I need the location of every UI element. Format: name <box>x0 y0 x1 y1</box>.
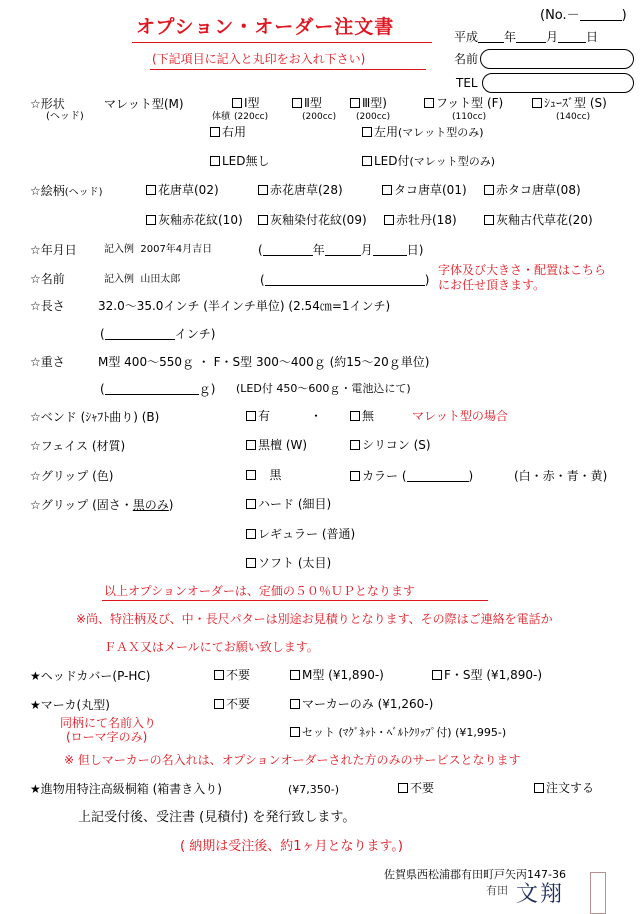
checkbox[interactable] <box>246 529 256 539</box>
checkbox[interactable] <box>362 156 372 166</box>
grip-color-list: (白・赤・青・黄) <box>514 469 608 483</box>
engraving-name-input[interactable]: ( ) <box>260 273 430 287</box>
order-number-label: (No.－ <box>540 8 580 23</box>
shape-option-2[interactable]: Ⅱ型 <box>292 97 322 109</box>
weight-label: ☆重さ <box>30 355 65 369</box>
estimate-note: 上記受付後、受注書 (見積付) を発行致します。 <box>78 810 356 825</box>
era-label: 平成 <box>454 30 479 44</box>
checkbox[interactable] <box>350 98 360 108</box>
engraving-name-blank[interactable] <box>265 273 425 286</box>
box-none[interactable]: 不要 <box>398 782 434 794</box>
shape-sub: (ヘッド) <box>46 111 84 122</box>
length-label: ☆長さ <box>30 299 65 313</box>
box-price: (¥7,350-) <box>288 783 340 796</box>
checkbox[interactable] <box>292 98 302 108</box>
weight-input[interactable]: ( ｇ) <box>100 382 216 396</box>
pattern-option[interactable]: 灰釉染付花紋(09) <box>258 214 367 226</box>
pattern-option[interactable]: 灰釉古代草花(20) <box>484 214 593 226</box>
instruction-underline <box>150 69 426 70</box>
checkbox[interactable] <box>350 440 360 450</box>
name-label: 名前 <box>454 52 479 66</box>
checkbox[interactable] <box>290 727 300 737</box>
weight-blank[interactable] <box>105 382 199 395</box>
head-cover-fs[interactable]: F・S型 (¥1,890-) <box>432 669 542 681</box>
checkbox[interactable] <box>246 470 256 480</box>
checkbox[interactable] <box>146 185 156 195</box>
checkbox[interactable] <box>534 783 544 793</box>
grip-color-blank[interactable] <box>407 469 469 482</box>
shape-label: ☆形状 <box>30 97 65 111</box>
checkbox[interactable] <box>246 558 256 568</box>
year-blank[interactable] <box>478 30 504 43</box>
box-label: ★進物用特注高級桐箱 (箱書き入り) <box>30 782 222 796</box>
order-number-close: ) <box>621 8 627 23</box>
shape-mallet: マレット型(M) <box>104 97 184 111</box>
checkbox[interactable] <box>484 215 494 225</box>
instruction-text: (下記項目に記入と丸印をお入れ下さい) <box>152 52 366 66</box>
grip-thickness-label: ☆グリップ (固さ・黒のみ) <box>30 498 174 512</box>
led-with[interactable]: LED付(マレット型のみ) <box>362 155 495 167</box>
bend-label: ☆ベンド (ｼｬﾌﾄ曲り) (B) <box>30 410 160 424</box>
bend-yes[interactable]: 有 <box>246 410 270 422</box>
volume-label: 体積 <box>212 112 231 122</box>
name-field-label: ☆名前 <box>30 272 65 286</box>
checkbox[interactable] <box>290 670 300 680</box>
checkbox[interactable] <box>232 98 242 108</box>
face-option-1[interactable]: 黒檀 (W) <box>246 439 307 451</box>
volume-3: (200cc) <box>356 112 391 122</box>
face-label: ☆フェイス (材質) <box>30 439 126 453</box>
surcharge-note: 以上オプションオーダーは、定価の５０％ＵＰとなります <box>104 584 415 598</box>
shape-left[interactable]: 左用(マレット型のみ) <box>362 126 484 138</box>
length-blank[interactable] <box>105 327 175 340</box>
delivery-note: ( 納期は受注後、約1ヶ月となります。) <box>180 839 404 854</box>
date-month-blank[interactable] <box>325 243 361 256</box>
checkbox[interactable] <box>246 499 256 509</box>
logo-small-text: 有田 <box>486 884 508 897</box>
bend-no[interactable]: 無 <box>350 410 374 422</box>
weight-led-note: (LED付 450～600ｇ・電池込にて) <box>236 382 411 395</box>
title-underline <box>132 42 432 43</box>
surcharge-underline <box>102 600 488 601</box>
logo-text: 文翔 <box>516 882 565 907</box>
order-number[interactable] <box>540 8 627 22</box>
box-order[interactable]: 注文する <box>534 782 594 794</box>
checkbox[interactable] <box>214 670 224 680</box>
month-label: 月 <box>546 30 559 44</box>
bend-note: マレット型の場合 <box>412 409 508 423</box>
day-label: 日 <box>586 30 599 44</box>
volume-4: (110cc) <box>452 112 487 122</box>
name-field[interactable] <box>480 49 634 69</box>
led-none[interactable]: LED無し <box>210 155 270 167</box>
pattern-option[interactable]: 赤牡丹(18) <box>384 214 457 226</box>
grip-color-label: ☆グリップ (色) <box>30 469 114 483</box>
checkbox[interactable] <box>484 185 494 195</box>
checkbox[interactable] <box>432 670 442 680</box>
volume-5: (140cc) <box>556 112 591 122</box>
checkbox[interactable] <box>350 471 360 481</box>
bend-dot: ・ <box>310 409 323 423</box>
checkbox[interactable] <box>290 699 300 709</box>
tel-label: TEL <box>456 76 478 90</box>
grip-soft[interactable]: ソフト (太目) <box>246 557 331 569</box>
checkbox[interactable] <box>214 699 224 709</box>
name-note-1: 字体及び大きさ・配置はこちら <box>438 263 607 277</box>
date-label: ☆年月日 <box>30 243 77 257</box>
shape-option-1[interactable]: Ⅰ型 <box>232 97 260 109</box>
marker-none[interactable]: 不要 <box>214 698 250 710</box>
volume-2: (200cc) <box>302 112 337 122</box>
checkbox[interactable] <box>246 411 256 421</box>
name-note-2: にお任せ頂きます。 <box>438 278 546 292</box>
checkbox[interactable] <box>398 783 408 793</box>
marker-only[interactable]: マーカーのみ (¥1,260-) <box>290 698 433 710</box>
length-desc: 32.0～35.0インチ (半インチ単位) (2.54㎝=1インチ) <box>98 299 391 313</box>
face-option-2[interactable]: シリコン (S) <box>350 439 431 451</box>
date-year-blank[interactable] <box>263 243 313 256</box>
shape-option-5[interactable]: ｼｭｰｽﾞ型 (S) <box>532 97 607 109</box>
checkbox[interactable] <box>424 98 434 108</box>
date-example: 記入例 2007年4月吉日 <box>104 244 213 255</box>
checkbox[interactable] <box>362 127 372 137</box>
marker-name-note-2: (ローマ字のみ) <box>66 730 148 744</box>
name-example: 記入例 山田太郎 <box>104 274 181 285</box>
head-cover-m[interactable]: M型 (¥1,890-) <box>290 669 384 681</box>
marker-name-note-1: 同柄にて名前入り <box>60 716 157 730</box>
seal-icon <box>590 872 606 914</box>
date-input[interactable]: ( 年 月 日) <box>258 243 424 257</box>
day-blank[interactable] <box>558 30 586 43</box>
checkbox[interactable] <box>210 127 220 137</box>
grip-hard[interactable]: ハード (細目) <box>246 498 331 510</box>
tel-field[interactable] <box>482 73 634 93</box>
year-label: 年 <box>504 30 517 44</box>
date-day-blank[interactable] <box>373 243 407 256</box>
volume-1: (220cc) <box>234 112 269 122</box>
checkbox[interactable] <box>532 98 542 108</box>
special-order-note-2: ＦＡＸ又はメールにてお願い致します。 <box>104 640 319 654</box>
checkbox[interactable] <box>350 411 360 421</box>
pattern-option[interactable]: 赤タコ唐草(08) <box>484 184 581 196</box>
marker-label: ★マーカ(丸型) <box>30 698 110 712</box>
shape-right[interactable]: 右用 <box>210 126 246 138</box>
grip-color-custom[interactable]: カラー ( ) <box>350 469 473 482</box>
head-cover-label: ★ヘッドカバー(P-HC) <box>30 669 151 683</box>
order-number-blank[interactable] <box>580 8 622 21</box>
checkbox[interactable] <box>382 185 392 195</box>
order-date[interactable] <box>454 30 598 43</box>
special-order-note-1: ※尚、特注柄及び、中・長尺パターは別途お見積りとなります、その際はご連絡を電話か <box>76 612 553 626</box>
grip-color-black[interactable]: 黒 <box>246 469 281 481</box>
pattern-option[interactable]: 赤花唐草(28) <box>258 184 343 196</box>
pattern-option[interactable]: 灰釉赤花紋(10) <box>146 214 243 226</box>
checkbox[interactable] <box>246 440 256 450</box>
checkbox[interactable] <box>384 215 394 225</box>
checkbox[interactable] <box>146 215 156 225</box>
head-cover-none[interactable]: 不要 <box>214 669 250 681</box>
pattern-option[interactable]: タコ唐草(01) <box>382 184 467 196</box>
weight-desc: M型 400～550ｇ ・ F・S型 300～400ｇ (約15～20ｇ単位) <box>98 355 430 369</box>
pattern-label: ☆絵柄(ヘッド) <box>30 184 103 198</box>
marker-caution: ※ 但しマーカーの名入れは、オプションオーダーされた方のみのサービスとなります <box>64 753 521 767</box>
grip-regular[interactable]: レギュラー (普通) <box>246 528 355 540</box>
checkbox[interactable] <box>210 156 220 166</box>
page-title: オプション・オーダー注文書 <box>136 16 395 38</box>
checkbox[interactable] <box>258 215 268 225</box>
shape-option-4[interactable]: フット型 (F) <box>424 97 503 109</box>
month-blank[interactable] <box>516 30 546 43</box>
marker-set[interactable]: セット (ﾏｸﾞﾈｯﾄ・ﾍﾞﾙﾄｸﾘｯﾌﾟ付) (¥1,995-) <box>290 727 506 738</box>
shape-option-3[interactable]: Ⅲ型) <box>350 97 387 109</box>
company-address: 佐賀県西松浦郡有田町戸矢丙147-36 <box>384 868 566 881</box>
checkbox[interactable] <box>258 185 268 195</box>
length-input[interactable]: ( インチ) <box>100 327 216 341</box>
pattern-option[interactable]: 花唐草(02) <box>146 184 219 196</box>
